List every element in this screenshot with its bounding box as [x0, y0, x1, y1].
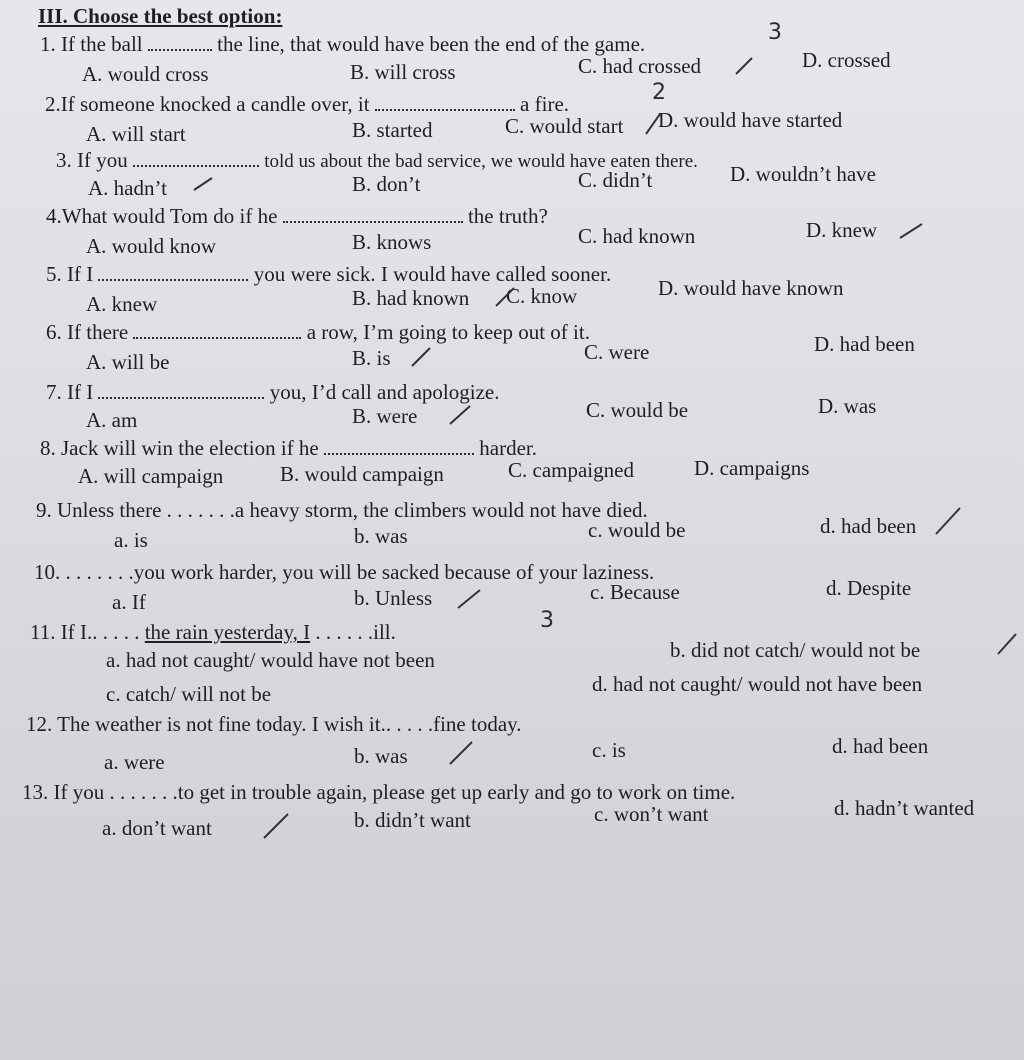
option-12c: c. is — [592, 738, 626, 762]
question-11: 11. If I.. . . . . the rain yesterday, I . . . . . .ill. — [30, 620, 396, 644]
option-11b: b. did not catch/ would not be — [670, 638, 921, 662]
question-12: 12. The weather is not fine today. I wish it.. . . . .fine today. — [26, 712, 522, 736]
option-1d: D. crossed — [802, 48, 891, 72]
option-8d: D. campaigns — [694, 456, 810, 480]
question-8: 8. Jack will win the election if he harder. — [40, 436, 537, 460]
option-11d: d. had not caught/ would not have been — [592, 672, 923, 696]
check-mark-q3 — [192, 176, 214, 192]
option-4d: D. knew — [806, 218, 878, 242]
option-5d: D. would have known — [658, 276, 844, 300]
question-7: 7. If I you, I’d call and apologize. — [46, 380, 500, 404]
option-8a: A. will campaign — [78, 464, 224, 488]
question-3: 3. If you told us about the bad service, we would have eaten there. — [56, 148, 698, 172]
question-4: 4.What would Tom do if he the truth? — [46, 204, 548, 228]
option-2a: A. will start — [86, 122, 186, 146]
option-3d: D. wouldn’t have — [730, 162, 877, 186]
check-mark-q1 — [734, 56, 754, 76]
option-1b: B. will cross — [350, 60, 456, 84]
handwritten-note-q11: 3 — [540, 608, 554, 633]
option-4a: A. would know — [86, 234, 217, 258]
option-12a: a. were — [104, 750, 165, 774]
option-10b: b. Unless — [354, 586, 433, 610]
option-4c: C. had known — [578, 224, 696, 248]
option-13c: c. won’t want — [594, 802, 709, 826]
check-mark-q10 — [456, 588, 482, 610]
option-7c: C. would be — [586, 398, 689, 422]
question-10: 10. . . . . . . .you work harder, you will be sacked because of your laziness. — [34, 560, 655, 584]
check-mark-q4 — [898, 222, 924, 240]
option-2c: C. would start — [505, 114, 624, 138]
option-4b: B. knows — [352, 230, 432, 254]
section-title: III. Choose the best option: — [38, 4, 283, 28]
check-mark-q5 — [494, 286, 516, 308]
question-9: 9. Unless there . . . . . . .a heavy storm, the climbers would not have died. — [36, 498, 648, 522]
check-mark-q6 — [410, 346, 432, 368]
option-7a: A. am — [86, 408, 138, 432]
option-6a: A. will be — [86, 350, 170, 374]
option-13b: b. didn’t want — [354, 808, 471, 832]
question-5: 5. If I you were sick. I would have called sooner. — [46, 262, 612, 286]
question-2: 2.If someone knocked a candle over, it a fire. — [45, 92, 570, 116]
option-5c: C. know — [506, 284, 578, 308]
option-8c: C. campaigned — [508, 458, 634, 482]
option-10d: d. Despite — [826, 576, 912, 600]
question-6: 6. If there a row, I’m going to keep out of it. — [46, 320, 590, 344]
option-3a: A. hadn’t — [88, 176, 167, 200]
check-mark-q9 — [934, 506, 962, 536]
option-5a: A. knew — [86, 292, 158, 316]
option-1a: A. would cross — [82, 62, 209, 86]
option-9a: a. is — [114, 528, 148, 552]
option-10c: c. Because — [590, 580, 680, 604]
option-11a: a. had not caught/ would have not been — [106, 648, 435, 672]
question-13: 13. If you . . . . . . .to get in trouble again, please get up early and go to work on time. — [22, 780, 736, 804]
option-2d: D. would have started — [658, 108, 843, 132]
option-3b: B. don’t — [352, 172, 421, 196]
check-mark-q13 — [262, 812, 290, 840]
handwritten-note-q1: 3 — [768, 20, 782, 45]
option-12d: d. had been — [832, 734, 929, 758]
option-7d: D. was — [818, 394, 877, 418]
check-mark-q12 — [448, 740, 474, 766]
option-2b: B. started — [352, 118, 433, 142]
option-6c: C. were — [584, 340, 650, 364]
handwritten-note-q2: 2 — [652, 80, 666, 105]
option-9c: c. would be — [588, 518, 686, 542]
option-11c: c. catch/ will not be — [106, 682, 272, 706]
option-13a: a. don’t want — [102, 816, 212, 840]
option-6d: D. had been — [814, 332, 915, 356]
option-1c: C. had crossed — [578, 54, 702, 78]
option-7b: B. were — [352, 404, 418, 428]
check-mark-q7 — [448, 404, 472, 426]
check-mark-q2 — [644, 112, 662, 136]
check-mark-q11 — [996, 632, 1018, 656]
question-1: 1. If the ball the line, that would have been the end of the game. — [40, 32, 646, 56]
option-9b: b. was — [354, 524, 408, 548]
option-6b: B. is — [352, 346, 391, 370]
option-3c: C. didn’t — [578, 168, 653, 192]
option-13d: d. hadn’t wanted — [834, 796, 975, 820]
option-12b: b. was — [354, 744, 408, 768]
option-5b: B. had known — [352, 286, 470, 310]
option-8b: B. would campaign — [280, 462, 444, 486]
option-10a: a. If — [112, 590, 146, 614]
option-9d: d. had been — [820, 514, 917, 538]
